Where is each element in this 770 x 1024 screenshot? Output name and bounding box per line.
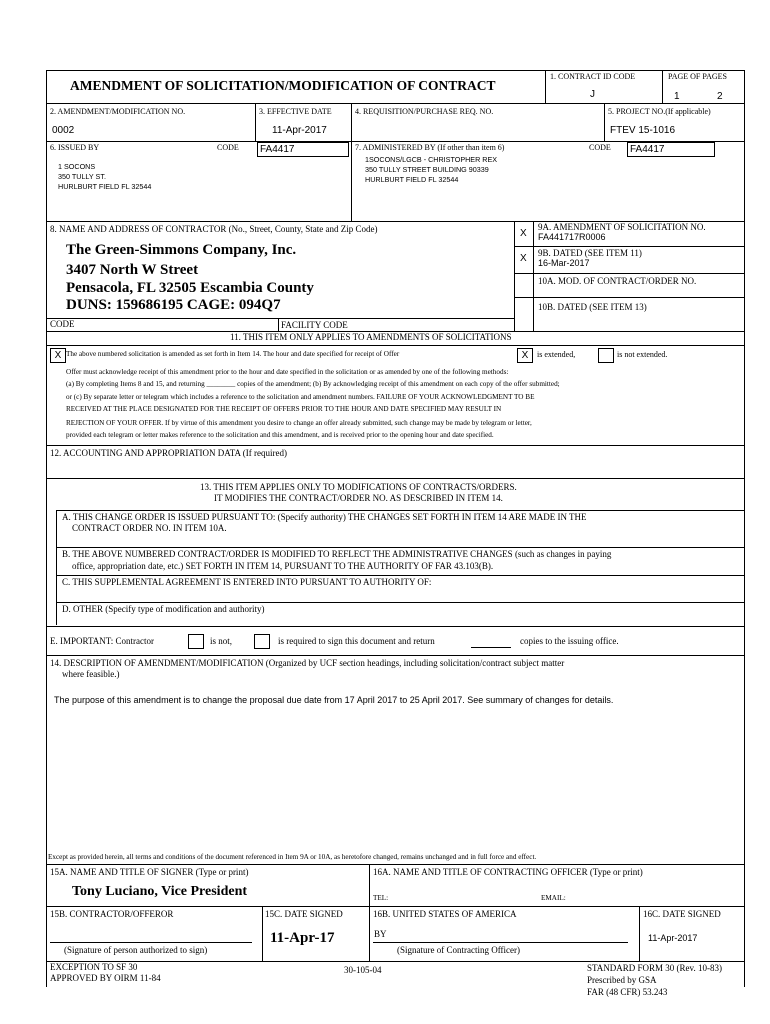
rule xyxy=(545,70,546,103)
item-11-body: (a) By completing Items 8 and 15, and returning ________ copies of the amendment; (b) By acknowledging receipt of this amendment on each copy of the offer submitted; xyxy=(66,380,560,388)
extended-label: is extended, xyxy=(537,350,576,359)
checkbox-is-required[interactable] xyxy=(254,634,270,649)
is-not-label: is not, xyxy=(210,636,233,646)
checkmark-9b: X xyxy=(520,253,527,264)
item-13b-cont: office, appropriation date, etc.) SET FORTH IN ITEM 14, PURSUANT TO THE AUTHORITY OF FAR 43.103(B). xyxy=(72,561,494,571)
effective-date-label: 3. EFFECTIVE DATE xyxy=(259,107,332,116)
copies-blank xyxy=(471,647,511,648)
signer-name: Tony Luciano, Vice President xyxy=(72,884,248,899)
item-11-heading: 11. THIS ITEM ONLY APPLIES TO AMENDMENTS OF SOLICITATIONS xyxy=(230,332,512,342)
rule xyxy=(56,510,744,511)
page-total: 2 xyxy=(717,91,723,102)
item-14-label: 14. DESCRIPTION OF AMENDMENT/MODIFICATION (Organized by UCF section headings, including solicitation/contract subject matter xyxy=(50,658,565,668)
contract-id-code: J xyxy=(590,89,595,100)
tel-label: TEL: xyxy=(373,894,389,902)
rule xyxy=(46,655,744,656)
contract-id-code-label: 1. CONTRACT ID CODE xyxy=(550,72,636,81)
officer-signature-line xyxy=(373,942,628,943)
form-title: AMENDMENT OF SOLICITATION/MODIFICATION OF CONTRACT xyxy=(70,78,496,93)
item-11-body: RECEIVED AT THE PLACE DESIGNATED FOR THE RECEIPT OF OFFERS PRIOR TO THE HOUR AND DATE SPECIFIED MAY RESULT IN xyxy=(66,405,502,413)
contractor-signature-caption: (Signature of person authorized to sign) xyxy=(64,945,208,955)
contractor-name: The Green-Simmons Company, Inc. xyxy=(66,242,297,258)
issued-by-code: FA4417 xyxy=(257,142,349,157)
item-13c: C. THIS SUPPLEMENTAL AGREEMENT IS ENTERED INTO PURSUANT TO AUTHORITY OF: xyxy=(62,577,432,587)
date-signed-15c-label: 15C. DATE SIGNED xyxy=(265,909,343,919)
rule xyxy=(46,478,744,479)
important-label: E. IMPORTANT: Contractor xyxy=(50,636,155,646)
rule xyxy=(514,221,515,331)
item-11-body: REJECTION OF YOUR OFFER. If by virtue of this amendment you desire to change an offer already submitted, such change may be made by telegram or letter, xyxy=(66,419,532,427)
date-signed-15c: 11-Apr-17 xyxy=(270,930,335,946)
amendment-description: The purpose of this amendment is to change the proposal due date from 17 April 2017 to 25 April 2017. See summary of changes for details. xyxy=(54,695,614,705)
rule xyxy=(514,273,744,274)
rule xyxy=(262,906,263,961)
rule xyxy=(56,547,744,548)
contractor-city: Pensacola, FL 32505 Escambia County xyxy=(66,280,314,296)
contractor-duns-cage: DUNS: 159686195 CAGE: 094Q7 xyxy=(66,297,281,313)
contractor-offeror-label: 15B. CONTRACTOR/OFFEROR xyxy=(50,909,174,919)
issued-by-line: 350 TULLY ST. xyxy=(58,172,106,181)
prescribed-label: Prescribed by GSA xyxy=(587,975,657,985)
amendment-no-label: 2. AMENDMENT/MODIFICATION NO. xyxy=(50,107,186,116)
amendment-no: 0002 xyxy=(52,125,75,136)
rule xyxy=(56,602,744,603)
rule xyxy=(46,70,47,987)
not-extended-label: is not extended. xyxy=(617,350,668,359)
item-11-text: The above numbered solicitation is amended as set forth in Item 14. The hour and date specified for receipt of Offer xyxy=(66,350,400,358)
exception-note: EXCEPTION TO SF 30 xyxy=(50,962,138,972)
email-label: EMAIL: xyxy=(541,894,566,902)
issued-by-code-label: CODE xyxy=(217,143,239,152)
contractor-signature-line xyxy=(50,942,252,943)
checkbox-amended[interactable]: X xyxy=(50,348,66,363)
rule xyxy=(56,510,57,625)
item-13b: B. THE ABOVE NUMBERED CONTRACT/ORDER IS MODIFIED TO REFLECT THE ADMINISTRATIVE CHANGES (such as changes in paying xyxy=(62,549,612,559)
item-13a: A. THIS CHANGE ORDER IS ISSUED PURSUANT TO: (Specify authority) THE CHANGES SET FORTH IN ITEM 14 ARE MADE IN THE xyxy=(62,512,587,522)
rule xyxy=(46,626,744,627)
item-11-body: Offer must acknowledge receipt of this amendment prior to the hour and date specified in the solicitation or as amended by one of the following methods: xyxy=(66,368,509,376)
item-13d: D. OTHER (Specify type of modification and authority) xyxy=(62,604,265,614)
rule xyxy=(46,961,744,962)
checkbox-extended[interactable]: X xyxy=(517,348,533,363)
far-label: FAR (48 CFR) 53.243 xyxy=(587,987,668,997)
rule xyxy=(744,70,745,987)
date-signed-16c-label: 16C. DATE SIGNED xyxy=(643,909,721,919)
administered-by-line: 350 TULLY STREET BUILDING 90339 xyxy=(365,165,489,174)
issued-by-line: HURLBURT FIELD FL 32544 xyxy=(58,182,152,191)
form-number: 30-105-04 xyxy=(344,965,382,975)
item-9b-value: 16-Mar-2017 xyxy=(538,258,590,268)
date-signed-16c: 11-Apr-2017 xyxy=(648,933,698,943)
copies-label: copies to the issuing office. xyxy=(520,636,619,646)
rule xyxy=(56,575,744,576)
item-13a-cont: CONTRACT ORDER NO. IN ITEM 10A. xyxy=(72,523,227,533)
requisition-label: 4. REQUISITION/PURCHASE REQ. NO. xyxy=(355,107,494,116)
issued-by-line: 1 SOCONS xyxy=(58,162,96,171)
rule xyxy=(514,297,744,298)
contracting-officer-label: 16A. NAME AND TITLE OF CONTRACTING OFFICER (Type or print) xyxy=(373,867,643,877)
item-10b-label: 10B. DATED (SEE ITEM 13) xyxy=(538,302,647,312)
administered-by-label: 7. ADMINISTERED BY (If other than item 6) xyxy=(355,143,505,152)
by-label: BY xyxy=(374,929,387,939)
contractor-street: 3407 North W Street xyxy=(66,262,199,278)
project-no-label: 5. PROJECT NO.(If applicable) xyxy=(608,107,711,116)
standard-form-label: STANDARD FORM 30 (Rev. 10-83) xyxy=(587,963,722,973)
project-no: FTEV 15-1016 xyxy=(610,125,676,136)
terms-statement: Except as provided herein, all terms and conditions of the document referenced in Item 9A or 10A, as heretofore changed, remains unchanged and in full force and effect. xyxy=(48,853,537,861)
administered-by-line: 1SOCONS/LGCB - CHRISTOPHER REX xyxy=(365,155,498,164)
rule xyxy=(278,318,279,331)
signer-label: 15A. NAME AND TITLE OF SIGNER (Type or print) xyxy=(50,867,249,877)
rule xyxy=(46,70,744,71)
item-9b-label: 9B. DATED (SEE ITEM 11) xyxy=(538,248,642,258)
rule xyxy=(604,103,605,141)
rule xyxy=(46,445,744,446)
officer-signature-caption: (Signature of Contracting Officer) xyxy=(397,945,521,955)
rule xyxy=(351,103,352,221)
code-label: CODE xyxy=(50,319,75,329)
item-9a-label: 9A. AMENDMENT OF SOLICITATION NO. xyxy=(538,222,706,232)
page-number: 1 xyxy=(674,91,680,102)
checkmark-9a: X xyxy=(520,228,527,239)
effective-date: 11-Apr-2017 xyxy=(272,125,327,136)
item-12-label: 12. ACCOUNTING AND APPROPRIATION DATA (If required) xyxy=(50,448,288,458)
rule xyxy=(46,103,744,104)
item-13-heading: 13. THIS ITEM APPLIES ONLY TO MODIFICATIONS OF CONTRACTS/ORDERS. xyxy=(200,482,517,492)
rule xyxy=(514,246,744,247)
is-required-label: is required to sign this document and return xyxy=(278,636,435,646)
rule xyxy=(662,70,663,103)
item-13-subheading: IT MODIFIES THE CONTRACT/ORDER NO. AS DESCRIBED IN ITEM 14. xyxy=(214,493,503,503)
page-of-pages-label: PAGE OF PAGES xyxy=(668,72,727,81)
united-states-label: 16B. UNITED STATES OF AMERICA xyxy=(373,909,517,919)
rule xyxy=(369,864,370,961)
rule xyxy=(46,864,744,865)
item-10a-label: 10A. MOD. OF CONTRACT/ORDER NO. xyxy=(538,276,697,286)
item-9a-value: FA441717R0006 xyxy=(538,232,606,242)
issued-by-label: 6. ISSUED BY xyxy=(50,143,100,152)
administered-by-code: FA4417 xyxy=(627,142,715,157)
approved-note: APPROVED BY OIRM 11-84 xyxy=(50,973,161,983)
administered-by-code-label: CODE xyxy=(589,143,611,152)
item-11-body: provided each telegram or letter makes reference to the solicitation and this amendment, and is received prior to the opening hour and date specified. xyxy=(66,431,494,439)
item-14-label-cont: where feasible.) xyxy=(62,669,120,679)
item-11-body: or (c) By separate letter or telegram which includes a reference to the solicitation and amendment numbers. FAILURE OF YOUR ACKNOWLEDGMENT TO BE xyxy=(66,393,535,401)
rule xyxy=(255,103,256,141)
checkbox-is-not[interactable] xyxy=(188,634,204,649)
rule xyxy=(639,906,640,961)
administered-by-line: HURLBURT FIELD FL 32544 xyxy=(365,175,459,184)
rule xyxy=(46,345,744,346)
rule xyxy=(46,318,514,319)
facility-code-label: FACILITY CODE xyxy=(281,320,348,330)
rule xyxy=(533,221,534,331)
contractor-label: 8. NAME AND ADDRESS OF CONTRACTOR (No., Street, County, State and Zip Code) xyxy=(50,224,378,234)
checkbox-not-extended[interactable] xyxy=(598,348,614,363)
